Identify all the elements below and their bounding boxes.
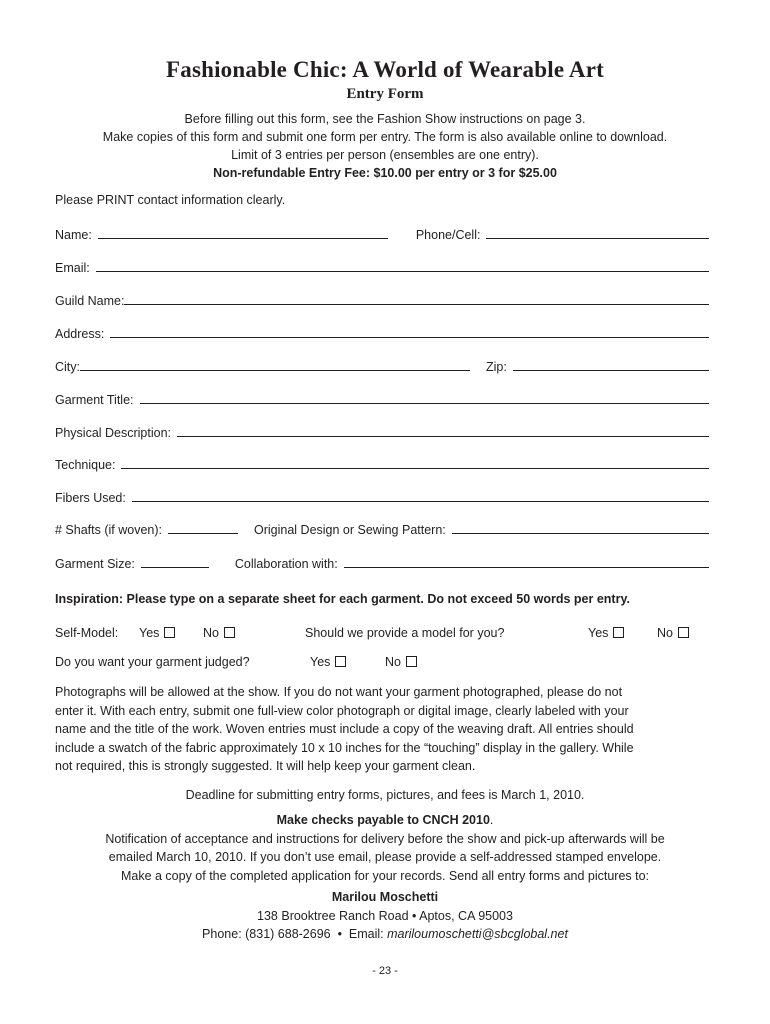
garment-title-label: Garment Title: (55, 393, 134, 407)
original-design-label: Original Design or Sewing Pattern: (254, 523, 446, 537)
shafts-label: # Shafts (if woven): (55, 523, 162, 537)
email-field[interactable] (96, 257, 709, 272)
guild-row (55, 288, 709, 308)
provide-model-yes-checkbox[interactable] (613, 627, 624, 638)
paragraph-line: enter it. With each entry, submit one full-view color photograph or digital image, clearly labeled with your (55, 703, 629, 718)
original-design-field[interactable] (452, 519, 709, 534)
email-label: Email: (55, 261, 90, 275)
checks-payable-text: Make checks payable to CNCH 2010 (276, 813, 490, 827)
contact-address: 138 Brooktree Ranch Road • Aptos, CA 95003 (257, 908, 513, 923)
form-subtitle: Entry Form (346, 86, 424, 102)
contact-block (0, 888, 770, 944)
contact-phone: Phone: (831) 688-2696 • Email: (202, 927, 388, 941)
physical-description-field[interactable] (177, 422, 709, 437)
print-note: Please PRINT contact information clearly. (55, 193, 286, 207)
shafts-field[interactable] (168, 519, 238, 534)
self-model-no-checkbox[interactable] (224, 627, 235, 638)
email-row (55, 255, 709, 275)
instruction-line: Notification of acceptance and instructions for delivery before the show and pick-up afterwards will be (105, 831, 665, 846)
guild-name-label: Guild Name: (55, 294, 125, 308)
self-model-row (55, 626, 715, 646)
garment-size-field[interactable] (141, 553, 209, 568)
judged-no-label: No (385, 655, 401, 669)
guild-name-field[interactable] (124, 290, 709, 305)
intro-line: Make copies of this form and submit one form per entry. The form is also available online to download. (102, 130, 668, 144)
technique-field[interactable] (121, 454, 709, 469)
photographs-paragraph (55, 683, 715, 776)
garment-title-row (55, 387, 709, 407)
self-model-label: Self-Model: (55, 626, 119, 640)
page-number: - 23 - (372, 965, 398, 977)
contact-email-link[interactable]: mariloumoschetti@sbcglobal.net (387, 927, 568, 941)
paragraph-line: Photographs will be allowed at the show. If you do not want your garment photographed, please do not (55, 685, 623, 699)
provide-model-label: Should we provide a model for you? (305, 626, 505, 640)
garment-size-label: Garment Size: (55, 557, 135, 571)
paragraph-line: not required, this is strongly suggested. It will help keep your garment clean. (55, 759, 476, 773)
collaboration-field[interactable] (344, 553, 709, 568)
name-phone-row (55, 222, 709, 242)
phone-field[interactable] (486, 224, 709, 239)
provide-model-no-checkbox[interactable] (678, 627, 689, 638)
fibers-used-label: Fibers Used: (55, 491, 126, 505)
collaboration-label: Collaboration with: (234, 557, 338, 571)
technique-row (55, 452, 709, 472)
contact-name: Marilou Moschetti (331, 890, 439, 904)
judged-yes-checkbox[interactable] (335, 656, 346, 667)
judged-yes-label: Yes (310, 655, 331, 669)
deadline-note (0, 786, 770, 805)
judged-label: Do you want your garment judged? (55, 655, 250, 669)
fibers-row (55, 485, 709, 505)
fibers-used-field[interactable] (132, 487, 709, 502)
zip-label: Zip: (486, 360, 507, 374)
physical-description-row (55, 420, 709, 440)
physical-description-label: Physical Description: (55, 426, 172, 440)
garment-title-field[interactable] (140, 389, 710, 404)
shafts-design-row (55, 517, 709, 537)
address-row (55, 321, 709, 341)
intro-line: Limit of 3 entries per person (ensembles are one entry). (231, 148, 539, 162)
name-label: Name: (55, 228, 92, 242)
name-field[interactable] (98, 224, 388, 239)
provide-model-no-label: No (657, 626, 673, 640)
self-model-yes-checkbox[interactable] (164, 627, 175, 638)
paragraph-line: name and the title of the work. Woven entries must include a copy of the weaving draft. All entries should (55, 722, 634, 736)
self-model-yes-label: Yes (139, 626, 160, 640)
phone-label: Phone/Cell: (415, 228, 481, 242)
self-model-no-label: No (203, 626, 219, 640)
form-title: Fashionable Chic: A World of Wearable Art (166, 57, 604, 82)
instruction-line: emailed March 10, 2010. If you don’t use email, please provide a self-addressed stamped envelope. (108, 850, 662, 864)
judged-row (55, 655, 715, 675)
zip-field[interactable] (513, 356, 709, 371)
intro-line: Before filling out this form, see the Fashion Show instructions on page 3. (184, 112, 586, 126)
address-label: Address: (55, 327, 105, 341)
deadline-text: Deadline for submitting entry forms, pictures, and fees is March 1, 2010. (185, 788, 585, 802)
city-zip-row (55, 354, 709, 374)
paragraph-line: include a swatch of the fabric approximately 10 x 10 inches for the “touching” display in the gallery. While (55, 740, 634, 755)
intro-instructions (0, 110, 770, 182)
city-label: City: (55, 360, 80, 374)
provide-model-yes-label: Yes (588, 626, 609, 640)
instruction-line: Make a copy of the completed application for your records. Send all entry forms and pictures to: (120, 868, 650, 883)
payment-instructions: Make checks payable to CNCH 2010. Notification of acceptance and instructions for delivery before the show and pick-up afterwards will be emailed March 10, 2010. If you don’t use email, please provide a self-addressed stamped envelope. Make a copy of the completed application for your records. Send all entry forms and pictures to: (0, 811, 770, 885)
city-field[interactable] (80, 356, 470, 371)
technique-label: Technique: (55, 458, 116, 472)
address-field[interactable] (110, 323, 709, 338)
judged-no-checkbox[interactable] (406, 656, 417, 667)
inspiration-note: Inspiration: Please type on a separate sheet for each garment. Do not exceed 50 words per entry. (55, 592, 630, 606)
size-collab-row (55, 551, 709, 571)
entry-fee-notice: Non-refundable Entry Fee: $10.00 per entry or 3 for $25.00 (213, 166, 557, 180)
